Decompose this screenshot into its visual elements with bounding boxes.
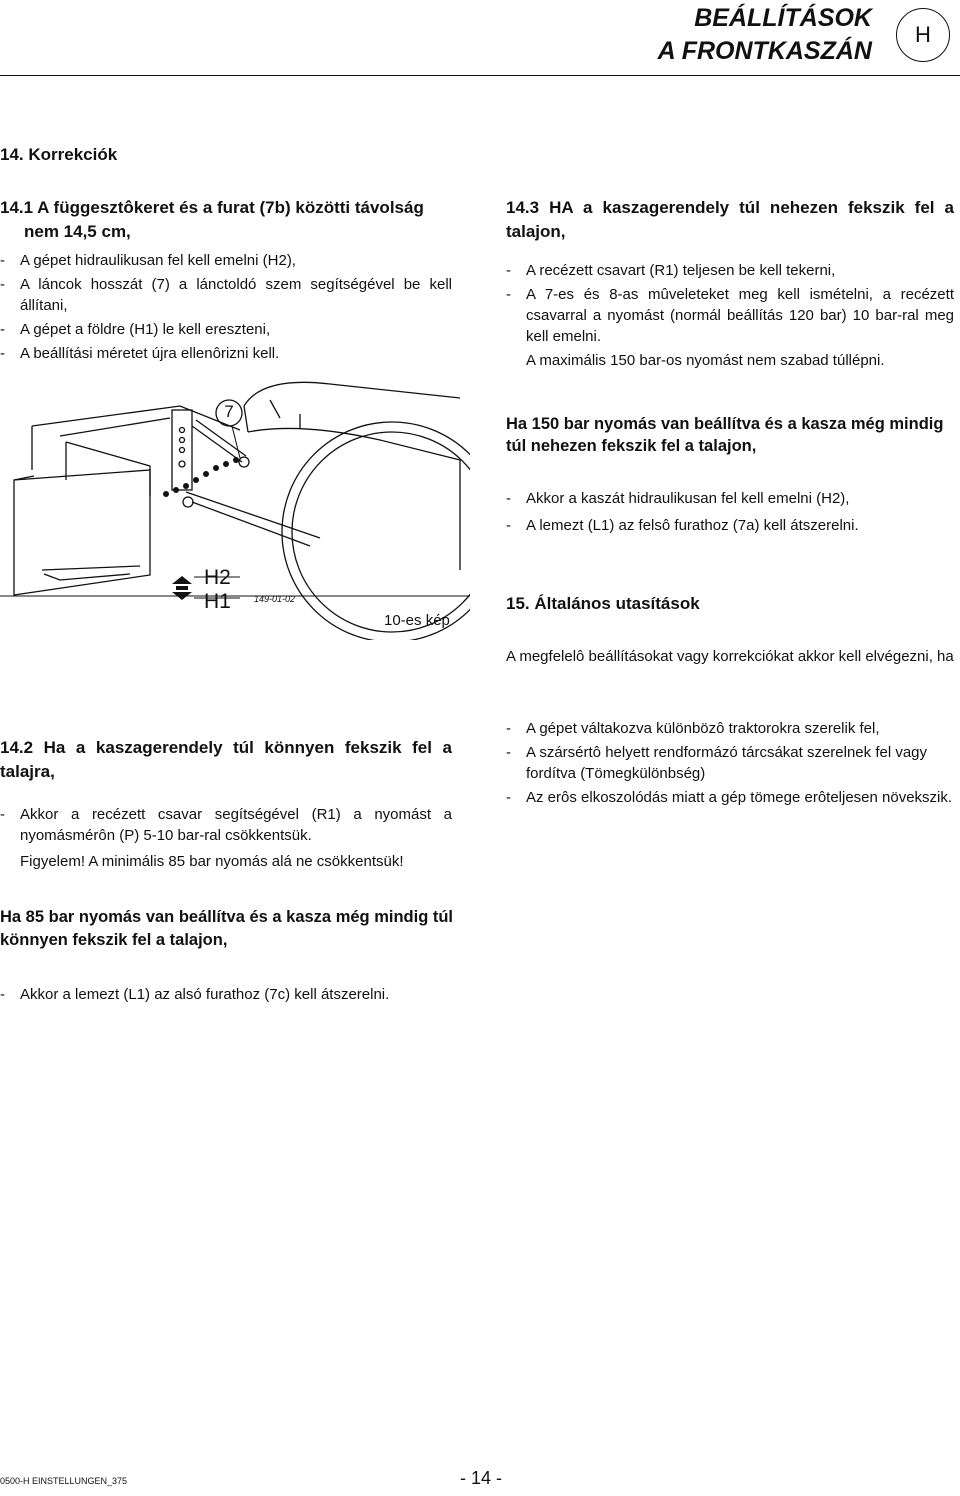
list-item: - A gépet hidraulikusan fel kell emelni (H2), [0,252,296,269]
label-h2: H2 [204,566,231,589]
section-15-list [506,718,956,808]
list-item: - Akkor a kaszát hidraulikusan fel kell emelni (H2), [506,490,850,507]
section-14-2-actions [0,984,460,1005]
section-14-1-heading-line2: nem 14,5 cm, [24,222,131,241]
max-pressure-note: A maximális 150 bar-os nyomást nem szabad túllépni. [526,352,885,369]
section-15-heading: 15. Általános utasítások [506,594,700,613]
min-pressure-note: Figyelem! A minimális 85 bar nyomás alá ne csökkentsük! [20,853,404,870]
section-14-3-warning: Ha 150 bar nyomás van beállítva és a kasza még mindig túl nehezen fekszik fel a talajon, [506,415,944,455]
list-item: - A recézett csavart (R1) teljesen be kell tekerni, [506,262,836,279]
section-14-heading: 14. Korrekciók [0,145,118,164]
section-14-3-actions [506,488,958,536]
list-item: - A gépet váltakozva különbözô traktorokra szerelik fel, [506,720,880,737]
section-14-1 [0,196,452,364]
page-number: - 14 - [460,1468,503,1488]
list-item: - A láncok hosszát (7) a lánctoldó szem segítségével be kell állítani, [0,276,452,314]
section-14-1-heading-line1: 14.1 A függesztôkeret és a furat (7b) közötti távolság [0,198,424,217]
list-item: - A szársértô helyett rendformázó tárcsákat szerelnek fel vagy fordítva (Tömegkülönbség) [506,744,928,782]
section-14-2-warning: Ha 85 bar nyomás van beállítva és a kasza még mindig túl könnyen fekszik fel a talajon, [0,908,454,949]
section-14-2 [0,736,452,872]
list-item: - Akkor a recézett csavar segítségével (R1) a nyomást a nyomásmérôn (P) 5-10 bar-ral csökkentsük. [0,806,452,844]
figure-10 [0,370,470,640]
section-14-3 [506,196,954,371]
section-14-3-heading: 14.3 HA a kaszagerendely túl nehezen fekszik fel a talajon, [506,198,954,241]
list-item: - A 7-es és 8-as mûveleteket meg kell ismételni, a recézett csavarral a nyomást (normál beállítás 120 bar) 10 bar-ral meg kell emelni. [506,286,954,345]
label-h1: H1 [204,590,231,613]
list-item: - Akkor a lemezt (L1) az alsó furathoz (7c) kell átszerelni. [0,986,390,1003]
header-title-line1: BEÁLLÍTÁSOK [694,4,872,32]
footer-doc-code: 0500-H EINSTELLUNGEN_375 [0,1476,128,1486]
figure-ref: 149-01-02 [254,594,296,604]
list-item: - A beállítási méretet újra ellenôrizni kell. [0,345,280,362]
header-title-line2: A FRONTKASZÁN [657,37,872,65]
callout-7-label: 7 [224,402,234,421]
list-item: - Az erôs elkoszolódás miatt a gép tömege erôteljesen növekszik. [506,789,953,806]
header-divider [0,75,960,76]
language-badge: H [896,8,950,62]
section-14-2-heading: 14.2 Ha a kaszagerendely túl könnyen fekszik fel a talajra, [0,738,452,781]
figure-caption: 10-es kép [384,612,450,629]
list-item: - A lemezt (L1) az felsô furathoz (7a) kell átszerelni. [506,517,859,534]
section-15-intro: A megfelelô beállításokat vagy korrekciókat akkor kell elvégezni, ha [506,648,954,665]
header-title [658,2,872,68]
list-item: - A gépet a földre (H1) le kell ereszteni, [0,321,271,338]
